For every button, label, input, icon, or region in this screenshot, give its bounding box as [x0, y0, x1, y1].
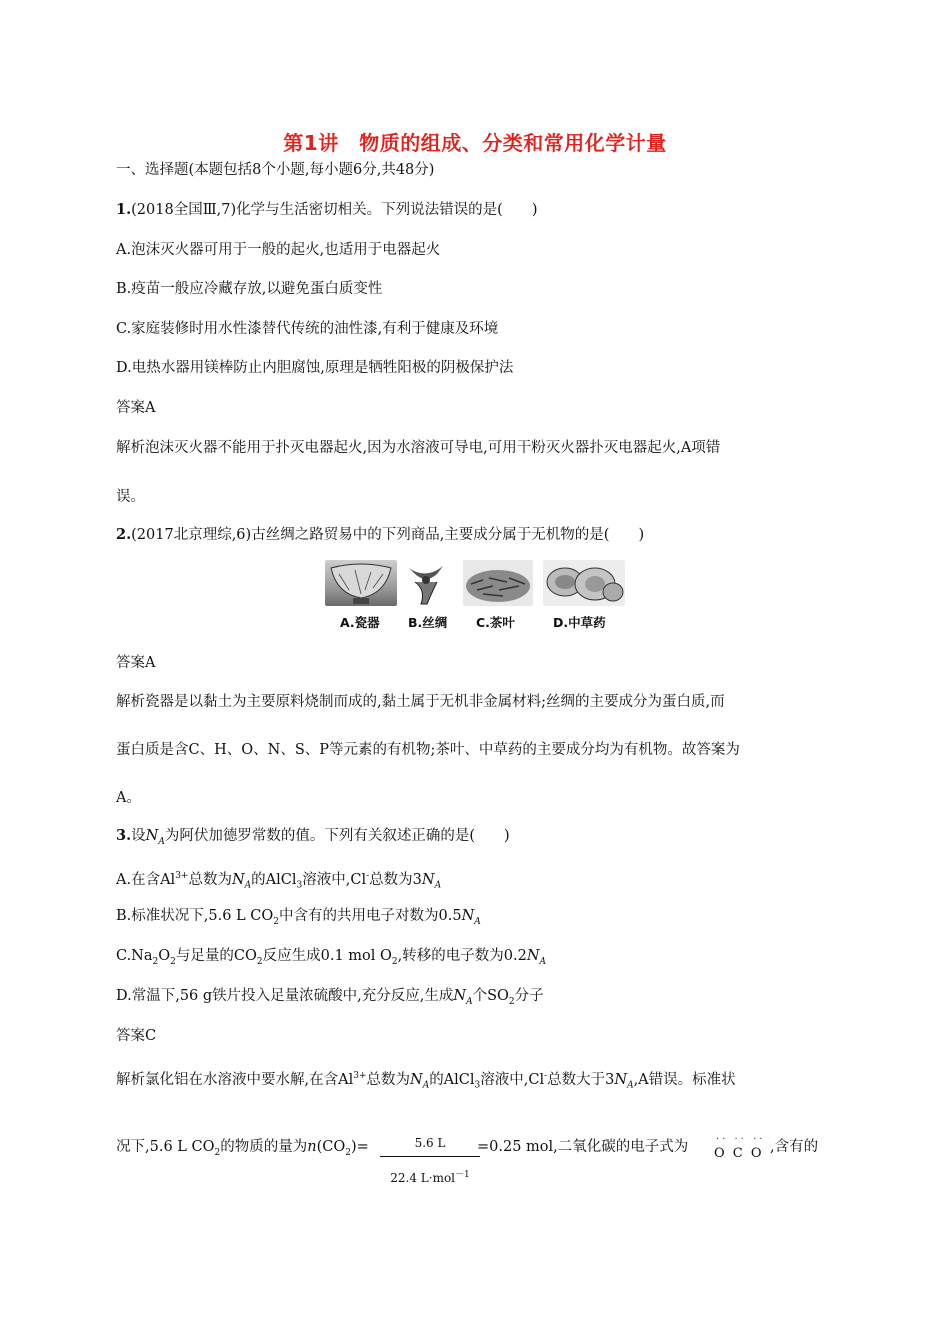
caption-b: B.丝绸 — [408, 615, 448, 630]
molar-fraction — [380, 1136, 480, 1185]
tea-image — [463, 560, 533, 606]
question-2-analysis-cont: 蛋白质是含C、H、O、N、S、P等元素的有机物;茶叶、中草药的主要成分均为有机物。故答案为 — [116, 742, 740, 758]
question-3-stem: 3.设$N_A$为阿伏加德罗常数的值。下列有关叙述正确的是( ) — [116, 827, 510, 847]
silk-image — [403, 560, 449, 606]
fraction-numerator: 5.6 L — [380, 1136, 480, 1157]
question-1-answer: 答案A — [116, 400, 156, 416]
question-1-analysis: 解析泡沫灭火器不能用于扑灭电器起火,因为水溶液可导电,可用干粉灭火器扑灭电器起火,A项错 — [116, 440, 721, 456]
question-3-analysis-cont: 况下,5.6 L $CO_2$的物质的量为$n(CO_2)=$ — [116, 1139, 369, 1158]
herbal-medicine-image — [543, 560, 625, 606]
question-3-option-c: $C.Na_2O_2$与足量的$CO_2$反应生成0.1 mol $O_2$,转移的电子数为$0.2N_A$ — [116, 948, 546, 967]
question-3-answer: 答案C — [116, 1028, 157, 1044]
question-1-option-b: B.疫苗一般应冷藏存放,以避免蛋白质变性 — [116, 281, 383, 297]
question-3-option-b: B.标准状况下,5.6 L $CO_2$中含有的共用电子对数为$0.5N_A$ — [116, 908, 481, 927]
question-1-option-c: C.家庭装修时用水性漆替代传统的油性漆,有利于健康及环境 — [116, 321, 499, 337]
question-1-option-a: A.泡沫灭火器可用于一般的起火,也适用于电器起火 — [116, 242, 441, 258]
question-3-option-d: D.常温下,56 g铁片投入足量浓硫酸中,充分反应,生成$N_A$个$SO_2$分子 — [116, 988, 544, 1007]
question-3-analysis-tail: =0.25 mol,二氧化碳的电子式为 — [477, 1139, 689, 1155]
caption-c: C.茶叶 — [476, 615, 515, 630]
question-3-analysis: 解析氯化铝在水溶液中要水解,在含$Al^{3+}$总数为$N_A$的AlCl$_3$溶液中,Cl-总数大于$3N_A,A$错误。标准状 — [116, 1071, 736, 1091]
caption-a: A.瓷器 — [340, 615, 380, 630]
lewis-dots: ·· ·· ·· — [716, 1134, 766, 1145]
caption-d: D.中草药 — [553, 615, 606, 630]
question-2-answer: 答案A — [116, 655, 156, 671]
section-heading: 一、选择题(本题包括8个小题,每小题6分,共48分) — [116, 162, 435, 178]
question-2-analysis-end: A。 — [116, 790, 141, 806]
question-2-stem: 2.(2017北京理综,6)古丝绸之路贸易中的下列商品,主要成分属于无机物的是( ) — [116, 526, 645, 543]
question-1-option-d: D.电热水器用镁棒防止内胆腐蚀,原理是牺牲阳极的阴极保护法 — [116, 360, 514, 376]
question-2-analysis: 解析瓷器是以黏土为主要原料烧制而成的,黏土属于无机非金属材料;丝绸的主要成分为蛋白质,而 — [116, 694, 725, 710]
product-images — [325, 560, 625, 610]
page-title: 第1讲 物质的组成、分类和常用化学计量 — [283, 131, 667, 155]
question-1-stem: 1.(2018全国Ⅲ,7)化学与生活密切相关。下列说法错误的是( ) — [116, 201, 538, 218]
porcelain-image — [325, 560, 397, 606]
question-1-analysis-cont: 误。 — [116, 489, 145, 505]
co2-lewis-structure: O C O — [714, 1146, 764, 1161]
question-3-option-a: A.在含$Al^{3+}$总数为$N_A$的AlCl$_3$溶液中,Cl-总数为$3N_A$ — [116, 871, 442, 891]
question-3-analysis-end: ,含有的 — [770, 1139, 819, 1155]
fraction-denominator: 22.4 L·mol$^{-1}$ — [390, 1170, 470, 1185]
